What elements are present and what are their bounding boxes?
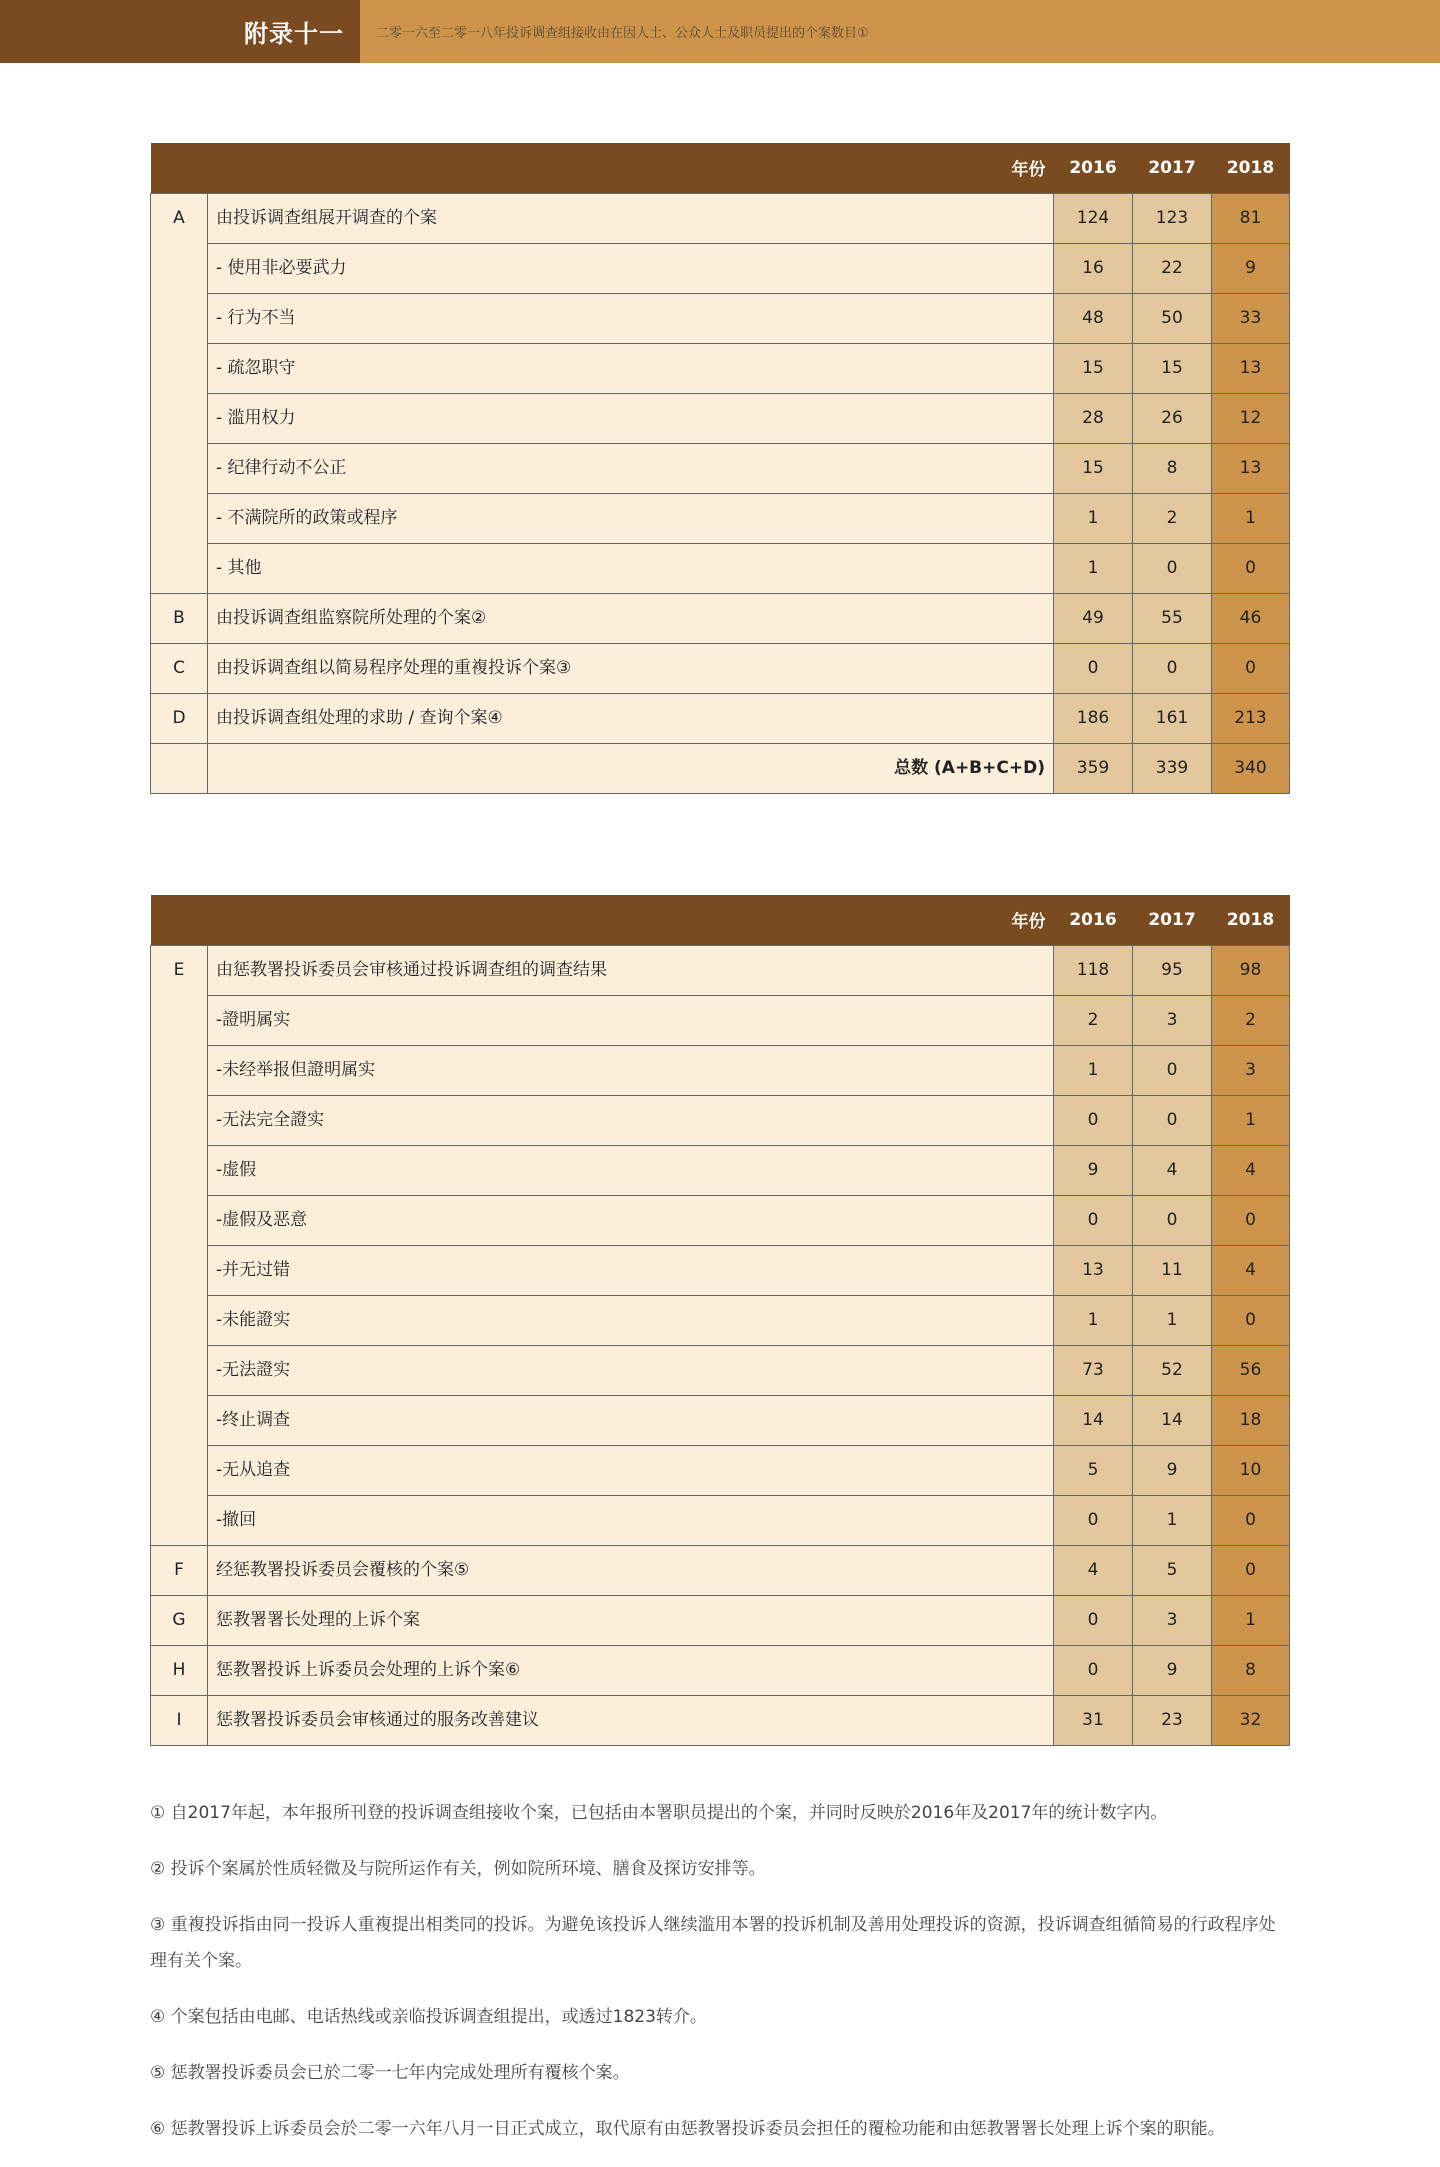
value-2016: 5 [1054,1445,1133,1495]
table-row [151,193,1290,243]
value-2017: 50 [1133,293,1212,343]
value-2016: 14 [1054,1395,1133,1445]
row-letter [151,1195,208,1245]
table-row [151,1145,1290,1195]
value-2017: 15 [1133,343,1212,393]
footnote-2: ② 投诉个案属於性质轻微及与院所运作有关，例如院所环境、膳食及探访安排等。 [150,1859,766,1879]
row-label: -并无过错 [208,1245,1054,1295]
appendix-banner [0,0,1440,63]
value-2016: 15 [1054,443,1133,493]
row-letter: D [151,693,208,743]
value-2017: 52 [1133,1345,1212,1395]
row-letter [151,243,208,293]
value-2018: 213 [1212,693,1290,743]
row-letter: H [151,1645,208,1695]
year-header-2016: 2016 [1054,143,1133,193]
row-letter [151,1245,208,1295]
table-row [151,293,1290,343]
row-letter: C [151,643,208,693]
table-row [151,1095,1290,1145]
value-2016: 1 [1054,1045,1133,1095]
value-2017: 0 [1133,1095,1212,1145]
value-2016: 16 [1054,243,1133,293]
row-letter [151,1095,208,1145]
table-row [151,1045,1290,1095]
table-row [151,1645,1290,1695]
value-2017: 11 [1133,1245,1212,1295]
row-label: - 不满院所的政策或程序 [208,493,1054,543]
value-2018: 10 [1212,1445,1290,1495]
value-2017: 26 [1133,393,1212,443]
value-2017: 22 [1133,243,1212,293]
year-header-2018: 2018 [1212,895,1290,945]
value-2018: 0 [1212,1545,1290,1595]
value-2018: 1 [1212,1595,1290,1645]
table-row [151,1595,1290,1645]
row-label: -證明属实 [208,995,1054,1045]
value-2016: 48 [1054,293,1133,343]
value-2017: 123 [1133,193,1212,243]
value-2017: 2 [1133,493,1212,543]
row-letter [151,1345,208,1395]
table-row [151,443,1290,493]
value-2016: 73 [1054,1345,1133,1395]
value-2016: 9 [1054,1145,1133,1195]
row-label: 由投诉调查组监察院所处理的个案② [208,593,1054,643]
row-label: - 使用非必要武力 [208,243,1054,293]
value-2018: 0 [1212,543,1290,593]
row-label: -无从追查 [208,1445,1054,1495]
footnotes [150,1795,1290,2167]
value-2018: 4 [1212,1245,1290,1295]
value-2018: 32 [1212,1695,1290,1745]
value-2018: 46 [1212,593,1290,643]
value-2018: 13 [1212,343,1290,393]
row-letter [151,1295,208,1345]
value-2018: 0 [1212,643,1290,693]
value-2018: 9 [1212,243,1290,293]
row-letter [151,343,208,393]
row-label: -未能證实 [208,1295,1054,1345]
table-row [151,945,1290,995]
row-letter [151,1395,208,1445]
table-row [151,1295,1290,1345]
total-label: 总数 (A+B+C+D) [208,743,1054,793]
row-label: 由惩教署投诉委员会审核通过投诉调查组的调查结果 [208,945,1054,995]
row-label: - 疏忽职守 [208,343,1054,393]
value-2017: 55 [1133,593,1212,643]
value-2017: 1 [1133,1495,1212,1545]
table-row [151,1345,1290,1395]
footnote-1: ① 自2017年起，本年报所刊登的投诉调查组接收个案，已包括由本署职员提出的个案，并同时反映於2016年及2017年的统计数字内。 [150,1803,1168,1823]
footnote-5: ⑤ 惩教署投诉委员会已於二零一七年内完成处理所有覆核个案。 [150,2063,630,2083]
row-letter [151,493,208,543]
value-2018: 98 [1212,945,1290,995]
row-letter [151,995,208,1045]
value-2016: 15 [1054,343,1133,393]
row-letter [151,1145,208,1195]
value-2017: 9 [1133,1645,1212,1695]
row-label: -未经举报但證明属实 [208,1045,1054,1095]
row-label: - 纪律行动不公正 [208,443,1054,493]
row-label: -终止调查 [208,1395,1054,1445]
row-label: - 其他 [208,543,1054,593]
total-2016: 359 [1054,743,1133,793]
footnote-6: ⑥ 惩教署投诉上诉委员会於二零一六年八月一日正式成立，取代原有由惩教署投诉委员会担任的覆检功能和由惩教署署长处理上诉个案的职能。 [150,2119,1225,2139]
footnote-4: ④ 个案包括由电邮、电话热线或亲临投诉调查组提出，或透过1823转介。 [150,2007,707,2027]
table-row [151,1395,1290,1445]
row-label: 由投诉调查组处理的求助 / 查询个案④ [208,693,1054,743]
value-2016: 0 [1054,1095,1133,1145]
total-2018: 340 [1212,743,1290,793]
value-2017: 161 [1133,693,1212,743]
row-label: 由投诉调查组展开调查的个案 [208,193,1054,243]
value-2017: 0 [1133,1045,1212,1095]
banner-title-block [0,0,360,63]
total-row [151,743,1290,793]
table-row [151,995,1290,1045]
row-letter: G [151,1595,208,1645]
value-2018: 56 [1212,1345,1290,1395]
row-letter [151,443,208,493]
row-label: 由投诉调查组以简易程序处理的重複投诉个案③ [208,643,1054,693]
value-2018: 2 [1212,995,1290,1045]
value-2018: 4 [1212,1145,1290,1195]
table-row [151,1195,1290,1245]
value-2017: 0 [1133,643,1212,693]
value-2018: 0 [1212,1195,1290,1245]
row-letter: B [151,593,208,643]
table-header-row [151,143,1290,193]
year-column-label: 年份 [151,143,1054,193]
row-letter [151,393,208,443]
value-2016: 2 [1054,995,1133,1045]
value-2018: 0 [1212,1295,1290,1345]
row-label: 惩教署投诉上诉委员会处理的上诉个案⑥ [208,1645,1054,1695]
value-2016: 4 [1054,1545,1133,1595]
value-2018: 12 [1212,393,1290,443]
value-2016: 49 [1054,593,1133,643]
row-label: 经惩教署投诉委员会覆核的个案⑤ [208,1545,1054,1595]
value-2018: 1 [1212,1095,1290,1145]
row-label: - 滥用权力 [208,393,1054,443]
value-2016: 0 [1054,643,1133,693]
value-2016: 0 [1054,1195,1133,1245]
committee-review-table [150,895,1290,1746]
table-row [151,243,1290,293]
value-2016: 0 [1054,1495,1133,1545]
row-label: 惩教署投诉委员会审核通过的服务改善建议 [208,1695,1054,1745]
row-letter [151,1495,208,1545]
row-letter: A [151,193,208,243]
value-2018: 33 [1212,293,1290,343]
row-label: -无法證实 [208,1345,1054,1395]
appendix-subtitle: 二零一六至二零一八年投诉调查组接收由在因人士、公众人士及职员提出的个案数目① [376,26,869,41]
value-2017: 23 [1133,1695,1212,1745]
value-2016: 124 [1054,193,1133,243]
complaints-received-table [150,143,1290,794]
value-2016: 1 [1054,543,1133,593]
row-label: -无法完全證实 [208,1095,1054,1145]
value-2017: 0 [1133,543,1212,593]
value-2016: 0 [1054,1645,1133,1695]
year-header-2018: 2018 [1212,143,1290,193]
table-row [151,593,1290,643]
year-column-label: 年份 [151,895,1054,945]
table-row [151,1545,1290,1595]
year-header-2016: 2016 [1054,895,1133,945]
value-2016: 31 [1054,1695,1133,1745]
year-header-2017: 2017 [1133,895,1212,945]
table-row [151,1245,1290,1295]
value-2017: 1 [1133,1295,1212,1345]
value-2018: 8 [1212,1645,1290,1695]
value-2017: 3 [1133,995,1212,1045]
table-row [151,543,1290,593]
total-2017: 339 [1133,743,1212,793]
table-row [151,493,1290,543]
value-2016: 1 [1054,1295,1133,1345]
row-label: -撤回 [208,1495,1054,1545]
table-row [151,693,1290,743]
value-2017: 95 [1133,945,1212,995]
value-2017: 14 [1133,1395,1212,1445]
value-2017: 5 [1133,1545,1212,1595]
value-2018: 13 [1212,443,1290,493]
row-label: -虚假 [208,1145,1054,1195]
table-row [151,1445,1290,1495]
value-2016: 28 [1054,393,1133,443]
value-2016: 186 [1054,693,1133,743]
table-header-row [151,895,1290,945]
row-letter: F [151,1545,208,1595]
value-2018: 0 [1212,1495,1290,1545]
row-label: 惩教署署长处理的上诉个案 [208,1595,1054,1645]
table-row [151,1695,1290,1745]
row-letter: I [151,1695,208,1745]
table-row [151,393,1290,443]
value-2016: 13 [1054,1245,1133,1295]
row-label: -虚假及恶意 [208,1195,1054,1245]
row-letter [151,1445,208,1495]
row-letter [151,293,208,343]
value-2017: 4 [1133,1145,1212,1195]
value-2016: 1 [1054,493,1133,543]
table-row [151,343,1290,393]
value-2018: 81 [1212,193,1290,243]
row-label: - 行为不当 [208,293,1054,343]
value-2017: 3 [1133,1595,1212,1645]
row-letter [151,1045,208,1095]
table-row [151,1495,1290,1545]
table-row [151,643,1290,693]
value-2018: 1 [1212,493,1290,543]
row-letter: E [151,945,208,995]
value-2016: 118 [1054,945,1133,995]
value-2018: 3 [1212,1045,1290,1095]
value-2018: 18 [1212,1395,1290,1445]
value-2017: 9 [1133,1445,1212,1495]
year-header-2017: 2017 [1133,143,1212,193]
value-2016: 0 [1054,1595,1133,1645]
appendix-title: 附录十一 [244,20,344,48]
row-letter [151,543,208,593]
footnote-3: ③ 重複投诉指由同一投诉人重複提出相类同的投诉。为避免该投诉人继续滥用本署的投诉机制及善用处理投诉的资源，投诉调查组循简易的行政程序处理有关个案。 [150,1915,1276,1971]
row-letter-empty [151,743,208,793]
banner-subtitle-block [360,0,1440,63]
value-2017: 0 [1133,1195,1212,1245]
value-2017: 8 [1133,443,1212,493]
